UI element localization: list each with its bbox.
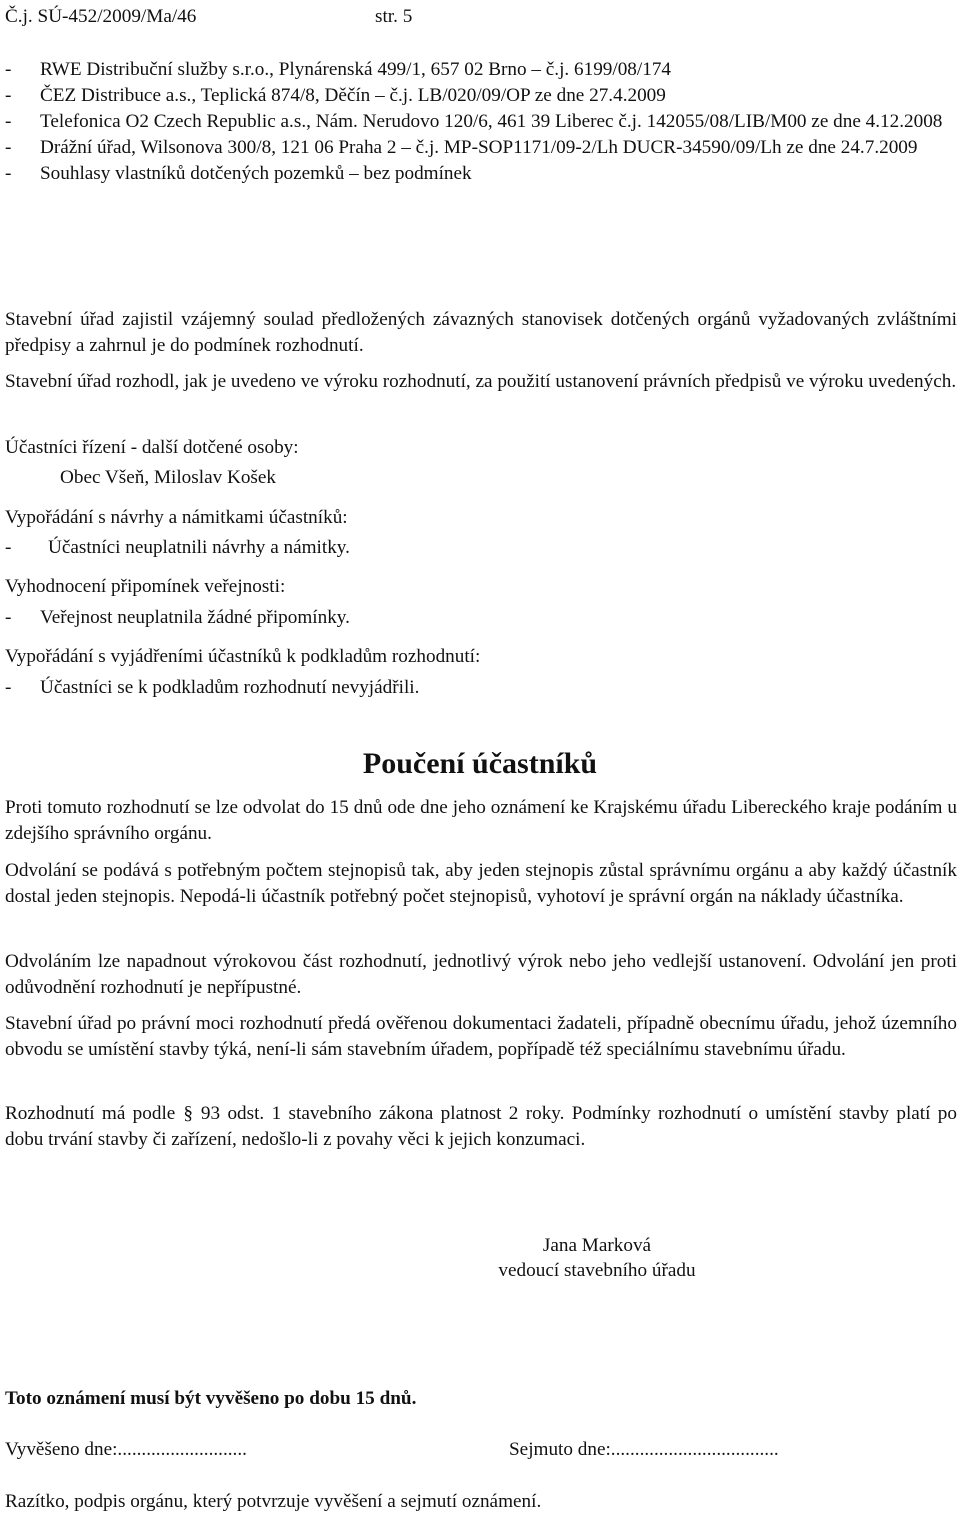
removed-date-field: Sejmuto dne:...................................	[509, 1439, 779, 1460]
list-item: - ČEZ Distribuce a.s., Teplická 874/8, Děčín – č.j. LB/020/09/OP ze dne 27.4.2009	[5, 85, 666, 106]
public-label: Vyhodnocení připomínek veřejnosti:	[5, 576, 286, 597]
list-item: - Drážní úřad, Wilsonova 300/8, 121 06 Praha 2 – č.j. MP-SOP1171/09-2/Lh DUCR-34590/09/Lh ze dne 24.7.2009	[5, 137, 918, 158]
posted-date-field: Vyvěšeno dne:...........................	[5, 1439, 247, 1460]
signature-role: vedoucí stavebního úřadu	[498, 1260, 696, 1281]
signature-name: Jana Marková	[542, 1235, 652, 1256]
document-reference: Č.j. SÚ-452/2009/Ma/46	[5, 6, 197, 27]
participants-names: Obec Všeň, Miloslav Košek	[60, 467, 277, 488]
page-header	[5, 4, 955, 30]
instruction-heading: Poučení účastníků	[362, 747, 598, 780]
instruction-documentation: Stavební úřad po právní moci rozhodnutí předá ověřenou dokumentaci žadateli, případně obecnímu úřadu, jehož územního obvodu se umístění stavby týká, není-li sám stavebním úřadem, popřípadě též speciálnímu stavebnímu úřadu.	[5, 1013, 957, 1060]
instruction-appeal: Proti tomuto rozhodnutí se lze odvolat do 15 dnů ode dne jeho oznámení ke Krajskému úřadu Libereckého kraje podáním u zdejšího správního orgánu.	[5, 797, 957, 844]
posting-notice: Toto oznámení musí být vyvěšeno po dobu 15 dnů.	[5, 1388, 417, 1409]
paragraph-decision: Stavební úřad rozhodl, jak je uvedeno ve výroku rozhodnutí, za použití ustanovení právních předpisů ve výroku uvedených.	[5, 371, 957, 392]
instruction-copies: Odvolání se podává s potřebným počtem stejnopisů tak, aby jeden stejnopis zůstal správnímu orgánu a aby každý účastník dostal jeden stejnopis. Nepodá-li účastník potřebný počet stejnopisů, vyhotoví je správní orgán na náklady účastníka.	[5, 860, 957, 907]
instruction-validity: Rozhodnutí má podle § 93 odst. 1 stavebního zákona platnost 2 roky. Podmínky rozhodnutí o umístění stavby platí po dobu trvání stavby či zařízení, nedošlo-li z povahy věci k jejich konzumaci.	[5, 1103, 957, 1150]
list-item: - Souhlasy vlastníků dotčených pozemků – bez podmínek	[5, 163, 472, 184]
list-item: - Účastníci se k podkladům rozhodnutí nevyjádřili.	[5, 677, 420, 698]
objections-list	[5, 535, 957, 561]
participants-label: Účastníci řízení - další dotčené osoby:	[5, 437, 299, 458]
instruction-scope: Odvoláním lze napadnout výrokovou část rozhodnutí, jednotlivý výrok nebo jeho vedlejší ustanovení. Odvolání jen proti odůvodnění rozhodnutí je nepřípustné.	[5, 951, 957, 998]
stamp-line: Razítko, podpis orgánu, který potvrzuje vyvěšení a sejmutí oznámení.	[5, 1491, 542, 1512]
public-list	[5, 605, 957, 631]
statements-label: Vypořádání s vyjádřeními účastníků k podkladům rozhodnutí:	[5, 646, 481, 667]
statements-list	[5, 675, 957, 701]
opinions-list	[5, 57, 957, 187]
list-item: - Účastníci neuplatnili návrhy a námitky.	[5, 537, 350, 558]
list-item: - Veřejnost neuplatnila žádné připomínky.	[5, 607, 350, 628]
objections-label: Vypořádání s návrhy a námitkami účastníků:	[5, 507, 348, 528]
list-item: - Telefonica O2 Czech Republic a.s., Nám. Nerudovo 120/6, 461 39 Liberec č.j. 142055/08/LIB/M00 ze dne 4.12.2008	[5, 111, 943, 132]
paragraph-coordination: Stavební úřad zajistil vzájemný soulad předložených závazných stanovisek dotčených orgánů vyžadovaných zvláštními předpisy a zahrnul je do podmínek rozhodnutí.	[5, 309, 957, 356]
page-number: str. 5	[375, 6, 413, 27]
list-item: - RWE Distribuční služby s.r.o., Plynárenská 499/1, 657 02 Brno – č.j. 6199/08/174	[5, 59, 672, 80]
